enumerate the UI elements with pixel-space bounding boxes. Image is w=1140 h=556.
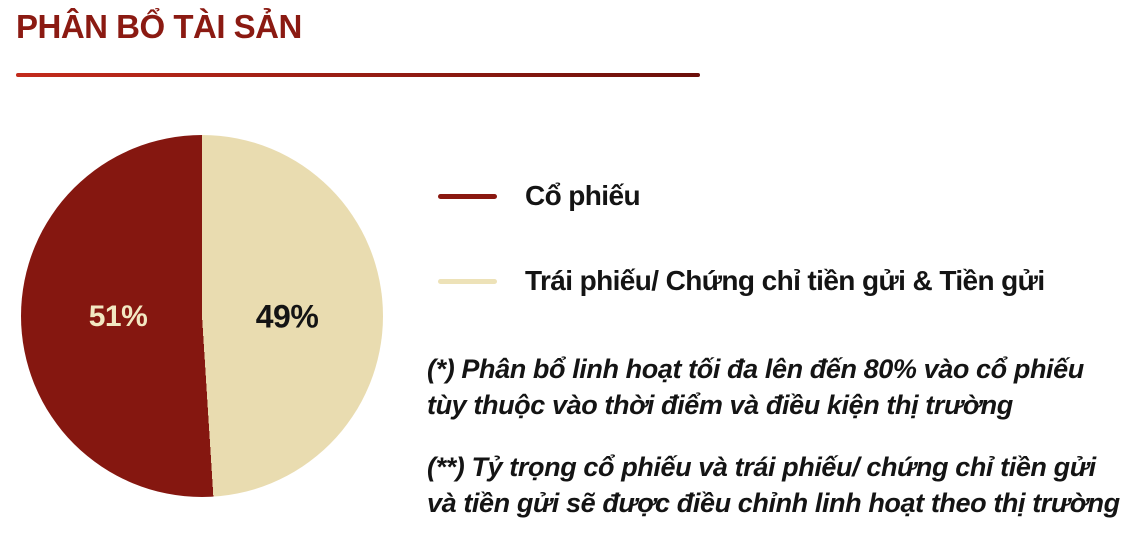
legend-swatch-bonds-icon: [438, 279, 497, 284]
legend-swatch-stocks-icon: [438, 194, 497, 199]
footnote-1-line-2: tùy thuộc vào thời điểm và điều kiện thị trường: [427, 390, 1013, 420]
chart-legend: [438, 179, 1045, 298]
pie-slice-value-bonds: 49%: [255, 298, 319, 335]
footnote-2-line-1: (**) Tỷ trọng cổ phiếu và trái phiếu/ chứng chỉ tiền gửi: [427, 452, 1096, 482]
pie-chart: [21, 135, 383, 497]
pie-slice-value-stocks: 51%: [88, 300, 148, 333]
footnotes: [427, 351, 1140, 521]
page-title: PHÂN BỔ TÀI SẢN: [16, 8, 302, 45]
footnote-2-line-2: và tiền gửi sẽ được điều chỉnh linh hoạt theo thị trường: [427, 488, 1120, 518]
legend-label-stocks: Cổ phiếu: [525, 180, 640, 211]
footnote-1: [427, 351, 1140, 423]
footnote-2: [427, 449, 1140, 521]
title-underline: [16, 73, 700, 77]
legend-label-bonds: Trái phiếu/ Chứng chỉ tiền gửi & Tiền gửi: [525, 265, 1045, 296]
legend-item-bonds: [438, 264, 1045, 298]
legend-item-stocks: [438, 179, 1045, 213]
footnote-1-line-1: (*) Phân bổ linh hoạt tối đa lên đến 80% vào cổ phiếu: [427, 354, 1084, 384]
